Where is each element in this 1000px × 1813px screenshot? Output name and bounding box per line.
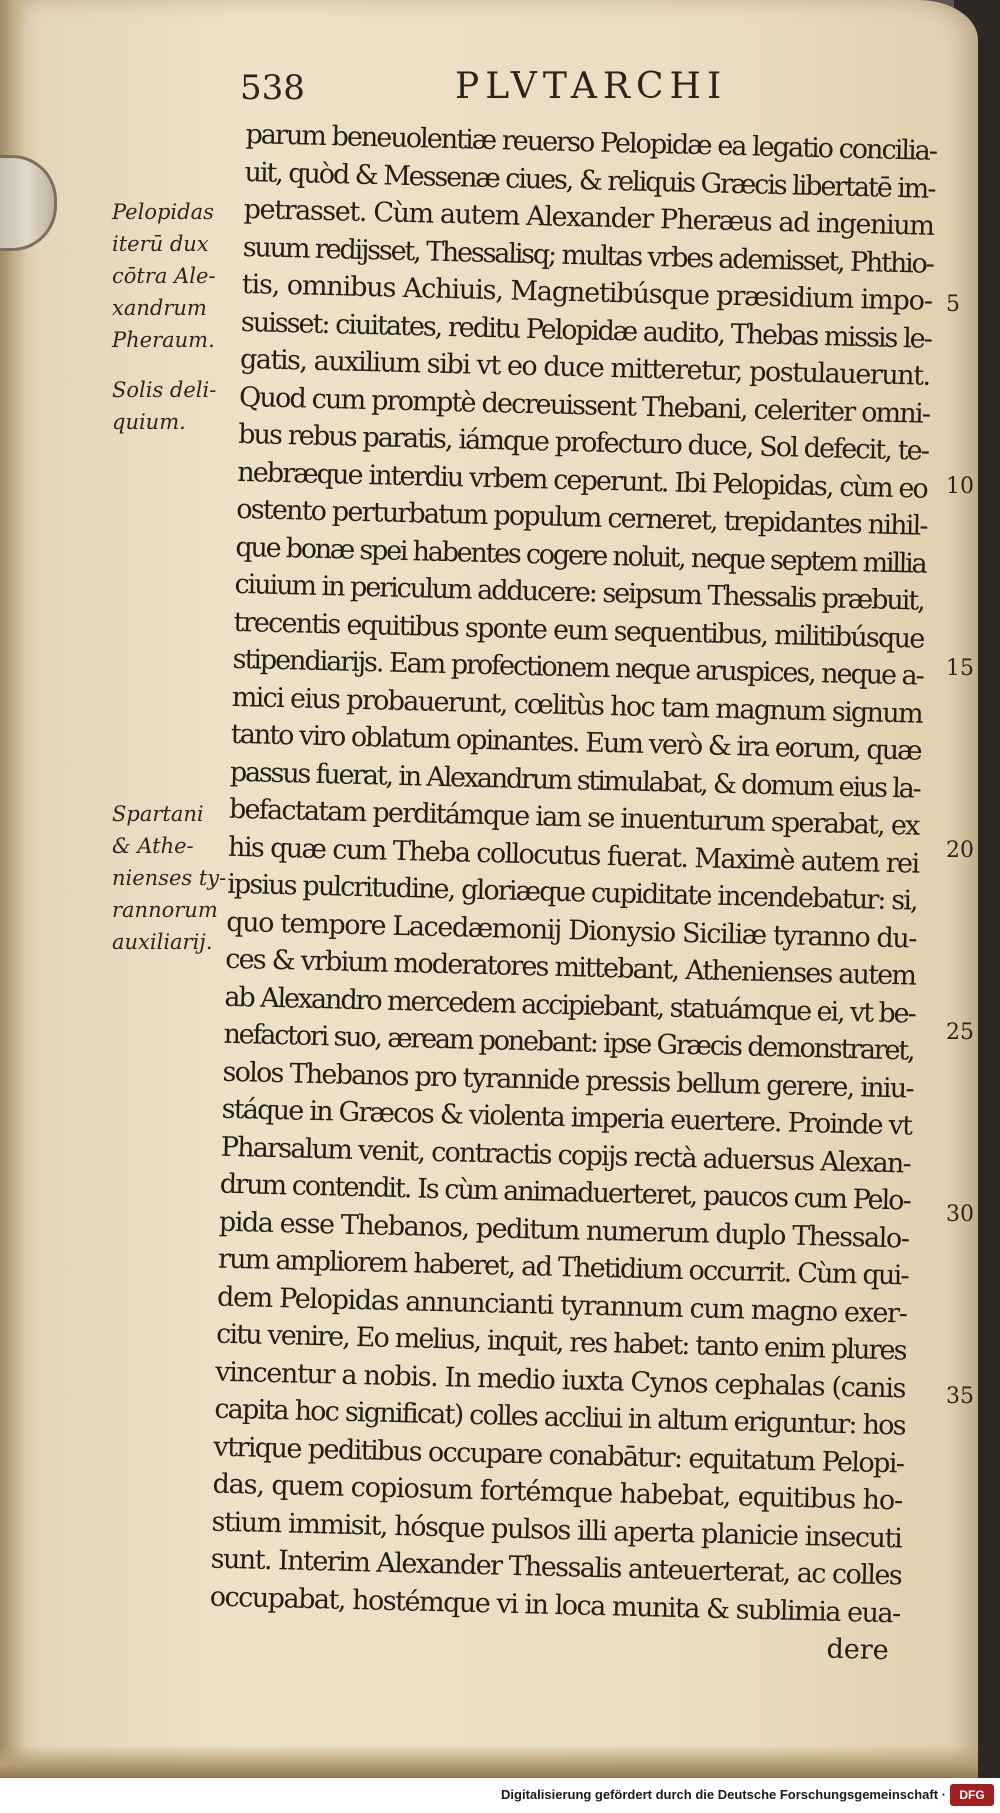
text-line: tanto viro oblatum opinantes. Eum verò & ira eorum, quæ [230, 718, 921, 767]
sidenote-line: cōtra Ale- [112, 264, 216, 288]
text-line: ab Alexandro mercedem accipiebant, statuámque ei, vt be- [224, 981, 915, 1030]
footer-credit: Digitalisierung gefördert durch die Deutsche Forschungsgemeinschaft · [501, 1787, 946, 1802]
sidenote-line: xandrum [112, 296, 207, 320]
digitization-footer [0, 1778, 1000, 1813]
text-line: dere [826, 1633, 890, 1667]
line-number: 35 [946, 1384, 974, 1409]
sidenote-line: Spartani [112, 802, 204, 826]
text-line: vincentur a nobis. In medio iuxta Cynos cephalas (canis [214, 1356, 906, 1404]
text-line: rum ampliorem haberet, ad Thetidium occurrit. Cùm qui- [217, 1243, 909, 1292]
page-number: 538 [240, 68, 305, 108]
sidenote-pelopidas [112, 196, 252, 356]
text-line: solos Thebanos pro tyrannide pressis bellum gerere, iniu- [222, 1056, 914, 1105]
text-line: bus rebus paratis, iámque profecturo duce, Sol defecit, te- [237, 418, 929, 467]
sidenote-line: auxiliarij. [112, 930, 213, 954]
body-text [208, 116, 935, 1670]
line-number: 30 [946, 1202, 974, 1227]
sidenote-line: Pheraum. [112, 328, 215, 352]
text-line: capita hoc significat) colles accliui in altum eriguntur: hos [214, 1393, 906, 1442]
line-number: 25 [946, 1020, 974, 1045]
sidenote-line: iterū dux [112, 232, 209, 256]
page-gutter-edge [0, 0, 26, 1778]
text-line: nebræque interdiu vrbem ceperunt. Ibi Pelopidas, cùm eo [236, 456, 928, 505]
text-line: suisset: ciuitates, reditu Pelopidæ audito, Thebas missis le- [240, 306, 932, 355]
page-bottom-edge [0, 1745, 978, 1778]
text-line: his quæ cum Theba collocutus fuerat. Maximè autem rei [227, 831, 919, 880]
dfg-logo-text: DFG [959, 1788, 985, 1802]
sidenote-line: rannorum [112, 898, 218, 922]
text-line: nefactori suo, æream ponebant: ipse Græcis demonstraret, [223, 1018, 914, 1067]
sidenote-line: Solis deli- [112, 378, 217, 402]
sidenote-line: Pelopidas [112, 200, 214, 224]
text-line: trecentis equitibus sponte eum sequentibus, militibúsque [233, 606, 924, 655]
text-line: petrasset. Cùm autem Alexander Pheræus ad ingenium [243, 193, 934, 242]
line-number: 15 [946, 656, 974, 681]
text-line: stáque in Græcos & violenta imperia euertere. Proinde vt [221, 1093, 912, 1142]
sidenote-line: quium. [112, 410, 186, 434]
sidenote-solis [112, 374, 252, 438]
line-number: 10 [946, 474, 974, 499]
text-line: Pharsalum venit, contractis copijs rectà aduersus Alexan- [220, 1131, 911, 1180]
text-line: befactatam perditámque iam se inuenturum sperabat, ex [228, 793, 919, 842]
text-line: citu venire, Eo melius, inquit, res habet: tanto enim plures [215, 1318, 907, 1367]
text-line: ostento perturbatum populum cerneret, trepidantes nihil- [236, 493, 928, 542]
running-head: PLVTARCHI [455, 66, 728, 107]
text-line: occupabat, hostémque vi in loca munita & sublimia eua- [209, 1581, 901, 1629]
text-line: ciuium in periculum adducere: seipsum Thessalis præbuit, [234, 568, 925, 617]
line-number: 5 [946, 292, 960, 317]
text-line: das, quem copiosum fortémque habebat, equitibus ho- [212, 1468, 903, 1517]
text-line: sunt. Interim Alexander Thessalis anteuerterat, ac colles [210, 1543, 902, 1592]
text-line: vtrique peditibus occupare conabātur: equitatum Pelopi- [213, 1431, 904, 1479]
text-line: stipendiarijs. Eam profectionem neque aruspices, neque a- [232, 643, 924, 692]
text-line: tis, omnibus Achiuis, Magnetibúsque præsidium impo- [241, 268, 933, 317]
book-clasp [0, 155, 57, 251]
text-line: uit, quòd & Messenæ ciues, & reliquis Græcis libertatē im- [244, 156, 935, 205]
text-line: dem Pelopidas annuncianti tyrannum cum magno exer- [216, 1281, 907, 1329]
text-line: stium immisit, hósque pulsos illi aperta planicie insecuti [211, 1506, 902, 1554]
sidenote-line: nienses ty- [112, 866, 227, 890]
text-line: gatis, auxilium sibi vt eo duce mitteretur, postulauerunt. [239, 343, 931, 392]
text-line: suum redijsset, Thessalisq; multas vrbes ademisset, Phthio- [242, 231, 934, 280]
text-line: que bonæ spei habentes cogere noluit, neque septem millia [235, 531, 926, 580]
text-line: mici eius probauerunt, cœlitùs hoc tam magnum signum [231, 681, 923, 730]
text-line: pida esse Thebanos, peditum numerum duplo Thessalo- [218, 1206, 909, 1255]
text-line: Quod cum promptè decreuissent Thebani, celeriter omni- [238, 381, 930, 430]
text-line: parum beneuolentiæ reuerso Pelopidæ ea legatio concilia- [245, 118, 937, 167]
line-number: 20 [946, 838, 974, 863]
dfg-logo [950, 1784, 994, 1806]
text-line: quo tempore Lacedæmonij Dionysio Siciliæ tyranno du- [225, 906, 917, 955]
text-line: ipsius pulcritudine, gloriæque cupiditate incendebatur: si, [226, 868, 918, 917]
text-line: drum contendit. Is cùm animaduerteret, paucos cum Pelo- [219, 1168, 911, 1217]
text-line: passus fuerat, in Alexandrum stimulabat, & domum eius la- [229, 756, 920, 805]
sidenote-line: & Athe- [112, 834, 194, 858]
text-line: ces & vrbium moderatores mittebant, Athenienses autem [225, 943, 916, 992]
page-header [0, 62, 978, 112]
